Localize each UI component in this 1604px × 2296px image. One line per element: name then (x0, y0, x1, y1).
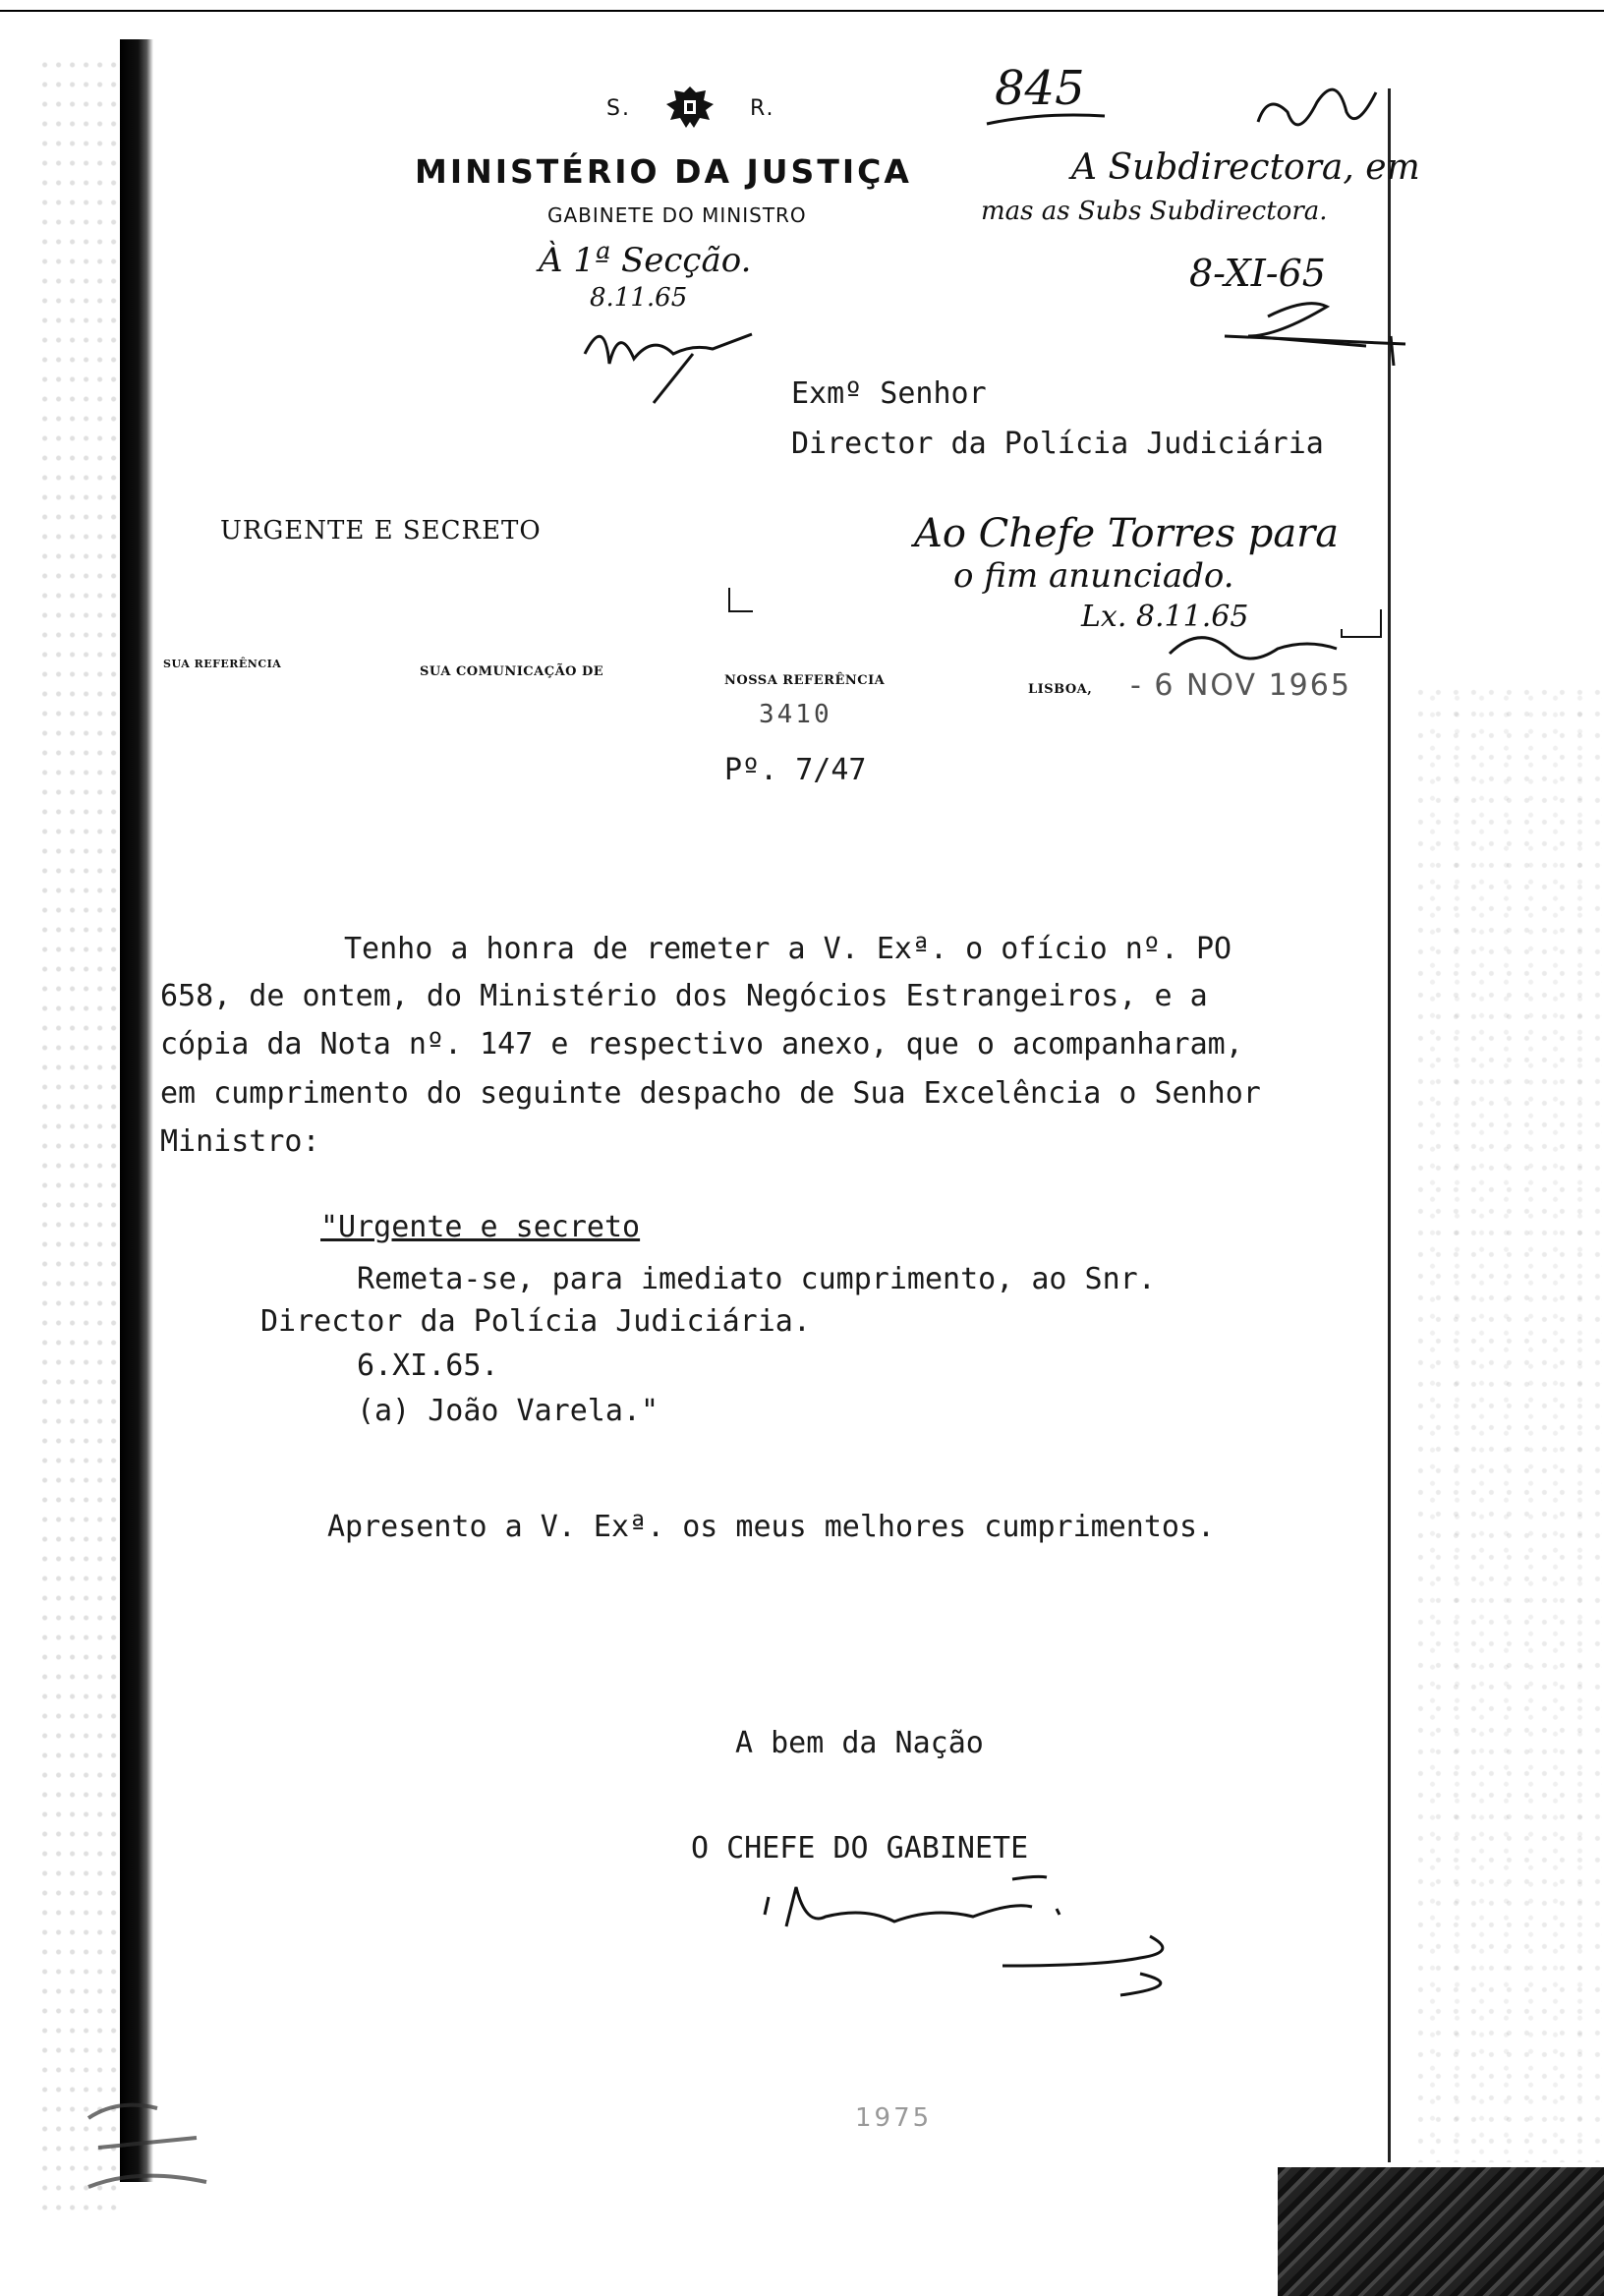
scan-left-noise (39, 59, 118, 2221)
label-sua-comunicacao: SUA COMUNICAÇÃO DE (420, 664, 604, 679)
quote-signature: (a) João Varela." (357, 1394, 659, 1428)
address-corner-mark (725, 586, 755, 615)
quote-date: 6.XI.65. (357, 1349, 499, 1383)
scan-corner-shadow (1278, 2167, 1604, 2296)
quote-title: "Urgente e secreto (320, 1210, 641, 1244)
handwritten-chief-note-date: Lx. 8.11.65 (1081, 600, 1249, 634)
letterhead-sr-right: R. (750, 96, 775, 121)
handwritten-section-note: À 1ª Secção. (539, 241, 752, 280)
handwritten-date-top: 8-XI-65 (1189, 252, 1326, 295)
date-signature-scribble (1219, 287, 1415, 366)
handwritten-chief-note-2: o fim anunciado. (953, 556, 1234, 596)
letterhead-sr-left: S. (606, 96, 631, 121)
scan-page-edge (1388, 88, 1391, 2162)
number-underline (983, 110, 1111, 130)
body-line-1: Tenho a honra de remeter a V. Exª. o ofício nº. PO (344, 932, 1232, 966)
body-line-5: Ministro: (160, 1124, 320, 1159)
addressee-salutation: Exmº Senhor (791, 376, 987, 411)
office-subtitle: GABINETE DO MINISTRO (547, 203, 807, 227)
scan-top-border (0, 10, 1604, 12)
addressee-title: Director da Polícia Judiciária (791, 427, 1324, 461)
date-stamp: - 6 NOV 1965 (1130, 668, 1351, 703)
classification-label: URGENTE E SECRETO (220, 516, 542, 545)
coat-of-arms-icon (660, 83, 719, 140)
reference-number: 3410 (759, 700, 832, 729)
quote-line-2: Director da Polícia Judiciária. (260, 1304, 811, 1339)
handwritten-chief-note-1: Ao Chefe Torres para (914, 511, 1340, 556)
label-sua-referencia: SUA REFERÊNCIA (163, 658, 282, 670)
handwritten-note-subdirector-2: mas as Subs Subdirectora. (981, 197, 1328, 226)
archive-stamp-fragment-icon (79, 2089, 236, 2207)
handwritten-signature-left (565, 305, 762, 413)
body-line-3: cópia da Nota nº. 147 e respectivo anexo, que o acompanharam, (160, 1027, 1243, 1062)
quote-line-1: Remeta-se, para imediato cumprimento, ao Snr. (357, 1262, 1156, 1296)
signoff-title: O CHEFE DO GABINETE (691, 1831, 1029, 1866)
handwritten-note-subdirector-1: A Subdirectora, em (1071, 147, 1420, 188)
label-lisboa: LISBOA, (1028, 682, 1093, 697)
initials-scribble (1248, 73, 1396, 151)
handwritten-section-date: 8.11.65 (590, 283, 688, 313)
chief-signature (747, 1867, 1258, 2025)
body-line-4: em cumprimento do seguinte despacho de Sua Excelência o Senhor (160, 1076, 1261, 1111)
body-line-2: 658, de ontem, do Ministério dos Negócios Estrangeiros, e a (160, 979, 1208, 1013)
motto: A bem da Nação (735, 1726, 984, 1760)
label-nossa-referencia: NOSSA REFERÊNCIA (724, 673, 886, 688)
process-number: Pº. 7/47 (724, 753, 867, 787)
handwritten-number: 845 (995, 61, 1085, 116)
scan-binding-edge (120, 39, 153, 2182)
ministry-title: MINISTÉRIO DA JUSTIÇA (415, 152, 912, 191)
bottom-stamp: 1975 (855, 2103, 933, 2133)
closing-line: Apresento a V. Exª. os meus melhores cumprimentos. (327, 1510, 1216, 1544)
scan-right-noise (1415, 688, 1602, 2162)
